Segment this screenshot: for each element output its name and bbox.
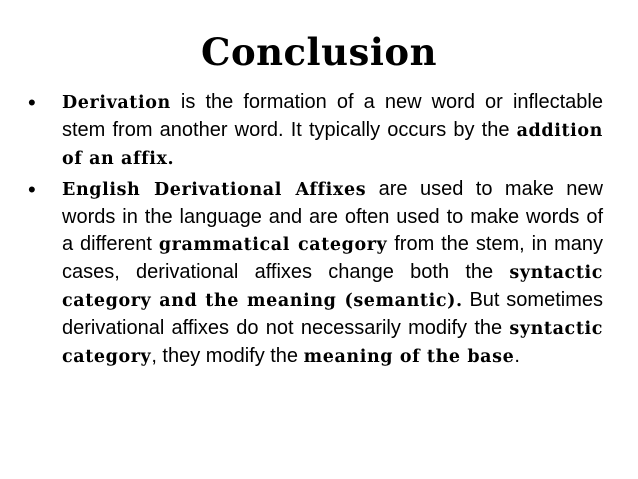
term-grammatical-category: grammatical category [158,235,388,255]
slide-title: Conclusion [201,30,437,74]
bullet-text: is the formation of a new word or inflectable stem from another word. It typically occurs by the [62,91,603,141]
bullet-item-english-derivational-affixes [28,176,603,371]
term-english-derivational-affixes: English Derivational Affixes [62,180,367,200]
bullet-text: are used to make new words in the language and are often used to make words of a different [62,178,603,255]
term-meaning-of-the-base: meaning of the base [303,347,515,367]
bullet-item-derivation [28,89,603,173]
bullet-list [28,89,603,374]
term-derivation: Derivation [62,93,171,113]
bullet-text: . [514,345,520,367]
bullet-text: , they modify the [151,345,304,367]
bullet-text: from the stem, in many cases, derivational affixes change both the [62,233,603,283]
bullet-icon: • [28,177,36,202]
bullet-text: But sometimes derivational affixes do not necessarily modify the [62,289,603,339]
term-addition-of-affix: addition of an affix. [62,121,603,169]
term-syntactic-category-and-meaning: syntactic category and the meaning (semantic). [62,263,603,311]
term-syntactic-category: syntactic category [62,319,603,367]
bullet-icon: • [28,90,36,115]
